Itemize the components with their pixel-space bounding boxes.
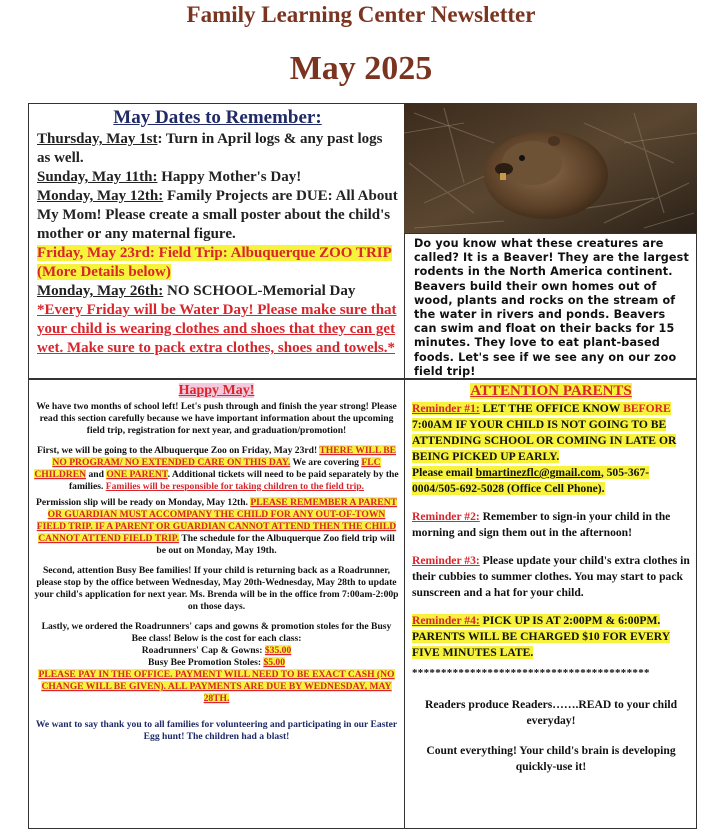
text: We are covering <box>290 457 362 468</box>
reminder-4 <box>412 613 690 661</box>
thanks-paragraph: We want to say thank you to all families for volunteering and participating in our Easter Egg hunt! The children had a blast! <box>35 719 398 742</box>
payment-note: PLEASE PAY IN THE OFFICE. PAYMENT WILL NEED TO BE EXACT CASH (NO CHANGE WILL BE GIVEN). ALL PAYMENTS ARE DUE BY WEDNESDAY, MAY 28TH. <box>38 669 395 704</box>
office-phone: , 505-367-0004/505-692-5028 (Office Cell Phone). <box>412 466 650 495</box>
date-label: Monday, May 26th: <box>37 283 164 299</box>
stars-divider: ***************************************** <box>412 667 650 679</box>
date-text: : Turn in April logs & any past logs as well. <box>37 131 383 166</box>
date-text: Family Projects are DUE: All About My Mom! Please create a small poster about the child's mother or any maternal figure. <box>37 188 398 242</box>
text: Please email <box>412 466 476 479</box>
guardian-note: PLEASE REMEMBER A PARENT OR GUARDIAN MUST ACCOMPANY THE CHILD FOR ANY OUT-OF-TOWN FIELD TRIP. IF A PARENT OR GUARDIAN CANNOT ATTEND THEN THE CHILD CANNOT ATTEND FIELD TRIP. <box>36 497 398 544</box>
dates-heading: May Dates to Remember: <box>113 107 322 128</box>
permission-paragraph <box>34 497 399 557</box>
beaver-photo-icon <box>404 103 697 234</box>
counting-tip: Count everything! Your child's brain is developing quickly-use it! <box>426 744 676 773</box>
date-text: NO SCHOOL-Memorial Day <box>163 283 356 299</box>
cap-label: Roadrunners' Cap & Gowns: <box>141 645 265 656</box>
text: Lastly, we ordered the Roadrunners' caps and gowns & promotion stoles for the Busy Bee class! Below is the cost for each class: <box>41 621 392 644</box>
text: and <box>86 469 107 480</box>
reminder-label: Reminder #4: <box>412 614 480 627</box>
reminder-label: Reminder #3: <box>412 554 480 567</box>
date-label: Thursday, May 1st <box>37 131 158 147</box>
attention-parents-section <box>404 379 697 829</box>
beaver-facts <box>404 233 697 379</box>
flc-children: FLC CHILDREN <box>34 457 381 480</box>
text: . Additional tickets will need to be paid separately by the families. <box>68 469 399 492</box>
newsletter-date: May 2025 <box>289 50 433 87</box>
date-item-5 <box>37 282 398 301</box>
text: PICK UP IS AT 2:00PM & 6:00PM. PARENTS WILL BE CHARGED $10 FOR EVERY FIVE MINUTES LATE. <box>412 614 670 659</box>
attention-heading <box>412 382 690 400</box>
beaver-photo <box>404 103 697 234</box>
text: Please update your child's extra clothes in their cubbies to summer clothes. You may start to pack sunscreen and a hat for your child. <box>412 554 690 599</box>
reading-tip: Readers produce Readers…….READ to your child everyday! <box>424 698 678 727</box>
reminder-2 <box>412 509 690 541</box>
text: Permission slip will be ready on Monday, May 12th. <box>35 497 251 508</box>
one-parent: ONE PARENT <box>106 469 168 480</box>
office-email-link[interactable]: bmartinezflc@gmail.com <box>475 466 601 479</box>
happy-may-heading-text: Happy May! <box>178 383 255 398</box>
happy-intro: We have two months of school left! Let's push through and finish the year strong! Please read this section carefully because we have important information about the upcoming field trip, registration for next year, and graduation/promotion! <box>36 401 397 436</box>
date-item-1 <box>37 130 398 168</box>
busy-bee-paragraph: Second, attention Busy Bee families! If your child is returning back as a Roadrunner, please stop by the office between Wednesday, May 20th-Wednesday, May 28th to update your child's application for next year. Ms. Brenda will be in the office from 7:00am-2:00p on those days. <box>34 565 399 612</box>
caps-gowns-paragraph <box>34 621 399 705</box>
dates-section <box>28 103 405 379</box>
no-program-note: THERE WILL BE NO PROGRAM/ NO EXTENDED CARE ON THIS DAY. <box>52 445 397 468</box>
water-day-text: *Every Friday will be Water Day! Please make sure that your child is wearing clothes and shoes that they can get wet. Make sure to pack extra clothes, shoes and towels.* <box>37 302 397 356</box>
date-item-4 <box>37 244 398 282</box>
field-trip-paragraph <box>34 445 399 493</box>
text: First, we will be going to the Albuquerque Zoo on Friday, May 23rd! <box>36 445 320 456</box>
date-text: Happy Mother's Day! <box>157 169 302 185</box>
date-item-2 <box>37 168 398 187</box>
newsletter-title: Family Learning Center Newsletter <box>186 2 536 27</box>
beaver-text: Do you know what these creatures are called? It is a Beaver! They are the largest rodents in the North America continent. Beavers build their own homes out of wood, plants and rocks on the stream of the water in rivers and ponds. Beavers can swim and float on their backs for 15 minutes. They love to eat plant-based foods. Let's see if we see any on our zoo field trip! <box>414 237 689 378</box>
date-item-3 <box>37 187 398 244</box>
date-label: Sunday, May 11th: <box>37 169 158 185</box>
text: The schedule for the Albuquerque Zoo field trip will be out on Monday, May 19th. <box>156 533 395 556</box>
reminder-label: Reminder #2: <box>412 510 480 523</box>
text: LET THE OFFICE KNOW <box>479 402 624 415</box>
text: Remember to sign-in your child in the morning and sign them out in the afternoon! <box>412 510 671 539</box>
before-text: BEFORE <box>623 402 671 415</box>
field-trip-date: Friday, May 23rd: Field Trip: Albuquerque ZOO TRIP (More Details below) <box>37 245 392 280</box>
cap-price: $35.00 <box>264 645 292 656</box>
date-label: Monday, May 12th: <box>37 188 164 204</box>
stole-label: Busy Bee Promotion Stoles: <box>147 657 264 668</box>
water-day-note <box>37 301 398 358</box>
attention-heading-text: ATTENTION PARENTS <box>470 383 632 399</box>
reminder-label: Reminder #1: <box>412 402 480 415</box>
responsibility-note: Families will be responsible for taking children to the field trip. <box>105 481 365 492</box>
text: 7:00AM IF YOUR CHILD IS NOT GOING TO BE ATTENDING SCHOOL OR COMING IN LATE OR BEING PICKED UP EARLY. <box>412 418 677 463</box>
stole-price: $5.00 <box>263 657 286 668</box>
reminder-1 <box>412 401 690 497</box>
happy-may-heading <box>34 382 399 399</box>
reminder-3 <box>412 553 690 601</box>
happy-may-section <box>28 379 405 829</box>
